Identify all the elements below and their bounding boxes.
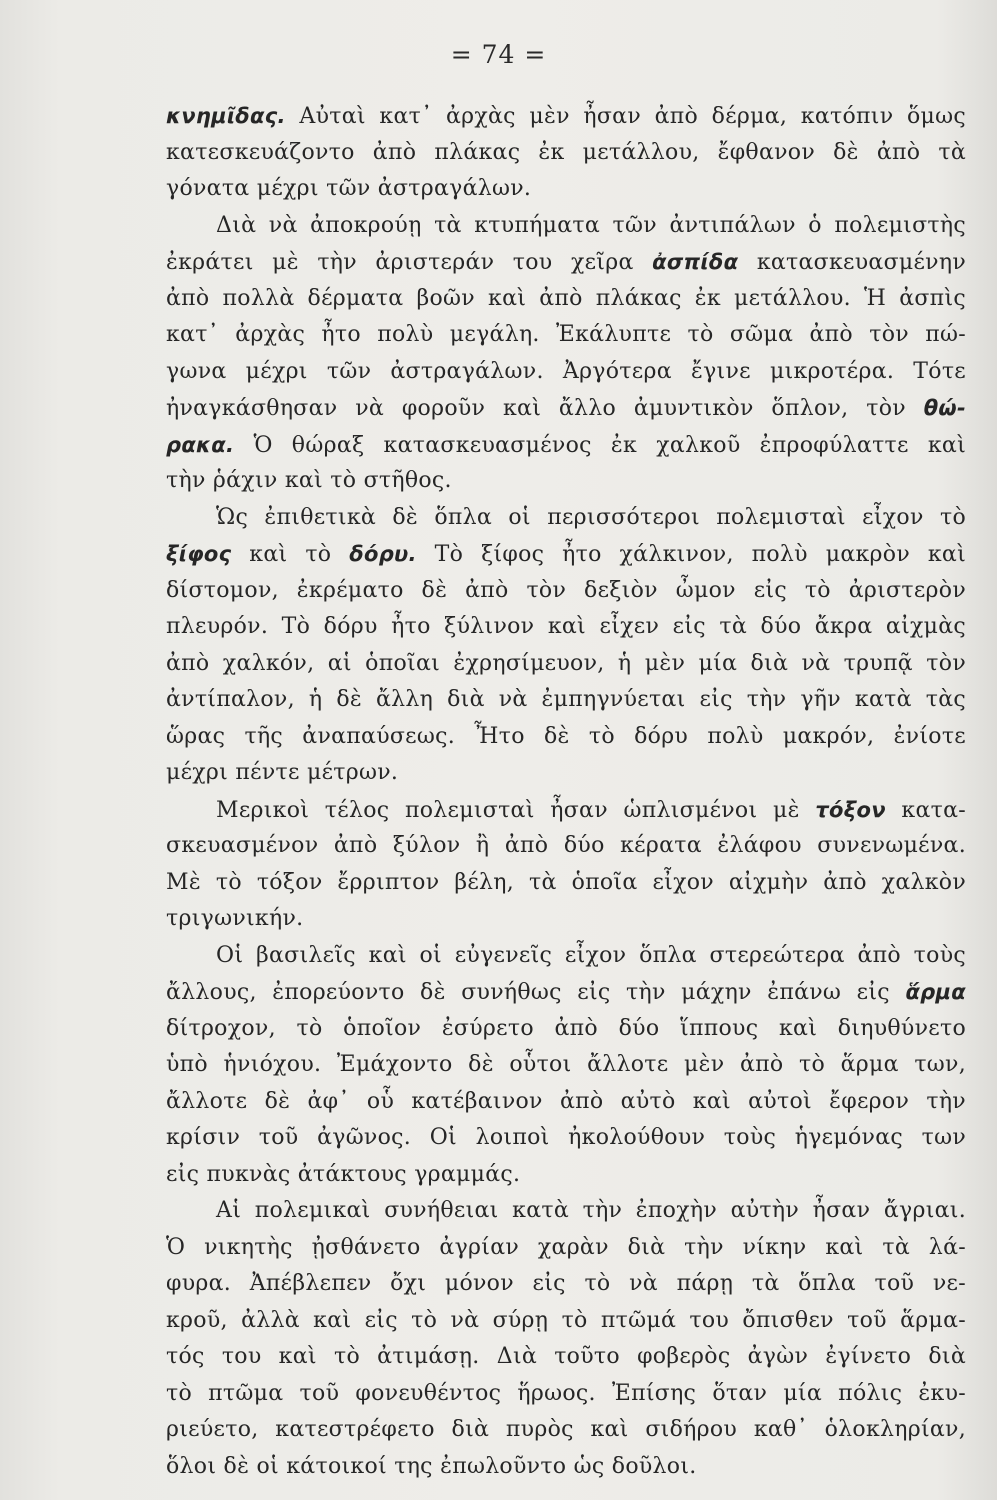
text-line: σκευασμένον ἀπὸ ξύλον ἢ ἀπὸ δύο κέρατα ἐλάφου συνενωμένα. bbox=[166, 833, 966, 858]
text-line: ριεύετο, κατεστρέφετο διὰ πυρὸς καὶ σιδήρου καθ᾽ ὁλοκληρίαν, bbox=[166, 1417, 966, 1442]
key-term: ἅρμα bbox=[905, 980, 966, 1004]
text-line: ἀπὸ πολλὰ δέρματα βοῶν καὶ ἀπὸ πλάκας ἐκ μετάλλου. Ἡ ἀσπὶς bbox=[166, 285, 966, 311]
text-line: δίτροχον, τὸ ὁποῖον ἐσύρετο ἀπὸ δύο ἵππους καὶ διηυθύνετο bbox=[166, 1015, 966, 1041]
text-line: Οἱ βασιλεῖς καὶ οἱ εὐγενεῖς εἶχον ὅπλα στερεώτερα ἀπὸ τοὺς bbox=[216, 942, 966, 968]
text-line: κνημῖδας. Αὐταὶ κατ᾽ ἀρχὰς μὲν ἦσαν ἀπὸ δέρμα, κατόπιν ὅμως bbox=[166, 104, 966, 129]
key-term: ρακα. bbox=[166, 432, 235, 457]
key-term: κνημῖδας. bbox=[166, 104, 286, 128]
text-line: πλευρόν. Τὸ δόρυ ἦτο ξύλινον καὶ εἶχεν εἰς τὰ δύο ἄκρα αἰχμὰς bbox=[166, 614, 966, 639]
page-number: = 74 = bbox=[450, 40, 547, 69]
text-line: ἐκράτει μὲ τὴν ἀριστεράν του χεῖρα ἀσπίδα κατασκευασμένην bbox=[166, 250, 966, 275]
text-line: τριγωνικήν. bbox=[166, 906, 304, 931]
text-line: Αἱ πολεμικαὶ συνήθειαι κατὰ τὴν ἐποχὴν αὐτὴν ἦσαν ἄγριαι. bbox=[216, 1198, 966, 1223]
text-line: ἀπὸ χαλκόν, αἱ ὁποῖαι ἐχρησίμευον, ἡ μὲν μία διὰ νὰ τρυπᾷ τὸν bbox=[166, 650, 966, 676]
text-line: κατ᾽ ἀρχὰς ἦτο πολὺ μεγάλη. Ἐκάλυπτε τὸ σῶμα ἀπὸ τὸν πώ- bbox=[166, 322, 966, 347]
text-line: ὑπὸ ἡνιόχου. Ἐμάχοντο δὲ οὗτοι ἄλλοτε μὲν ἀπὸ τὸ ἅρμα των, bbox=[166, 1052, 966, 1077]
text-line: γωνα μέχρι τῶν ἀστραγάλων. Ἀργότερα ἔγινε μικροτέρα. Τότε bbox=[166, 358, 966, 384]
text-line: τός του καὶ τὸ ἀτιμάσῃ. Διὰ τοῦτο φοβερὸς ἀγὼν ἐγίνετο διὰ bbox=[166, 1344, 966, 1369]
key-term: θώ- bbox=[923, 396, 966, 420]
text-line: γόνατα μέχρι τῶν ἀστραγάλων. bbox=[166, 176, 532, 201]
text-line: εἰς πυκνὰς ἀτάκτους γραμμάς. bbox=[166, 1161, 521, 1187]
key-term: δόρυ. bbox=[349, 542, 417, 566]
text-line: κατεσκευάζοντο ἀπὸ πλάκας ἐκ μετάλλου, ἔφθανον δὲ ἀπὸ τὰ bbox=[166, 139, 966, 165]
text-line: Διὰ νὰ ἀποκρούῃ τὰ κτυπήματα τῶν ἀντιπάλων ὁ πολεμιστὴς bbox=[216, 212, 966, 238]
text-line: τὸ πτῶμα τοῦ φονευθέντος ἥρωος. Ἐπίσης ὅταν μία πόλις ἐκυ- bbox=[166, 1380, 966, 1406]
text-line: ἄλλους, ἐπορεύοντο δὲ συνήθως εἰς τὴν μάχην ἐπάνω εἰς ἅρμα bbox=[166, 980, 966, 1005]
text-line: ἀντίπαλον, ἡ δὲ ἄλλη διὰ νὰ ἐμπηγνύεται εἰς τὴν γῆν κατὰ τὰς bbox=[166, 687, 966, 712]
text-line: Μὲ τὸ τόξον ἔρριπτον βέλη, τὰ ὁποῖα εἶχον αἰχμὴν ἀπὸ χαλκὸν bbox=[166, 869, 966, 895]
text-line: ἄλλοτε δὲ ἀφ᾽ οὗ κατέβαινον ἀπὸ αὐτὸ καὶ αὐτοὶ ἔφερον τὴν bbox=[166, 1088, 966, 1114]
text-line: ἠναγκάσθησαν νὰ φοροῦν καὶ ἄλλο ἀμυντικὸν ὅπλον, τὸν θώ- bbox=[166, 396, 966, 421]
body-text bbox=[166, 98, 966, 1485]
text-line: μέχρι πέντε μέτρων. bbox=[166, 760, 399, 785]
text-line: δίστομον, ἐκρέματο δὲ ἀπὸ τὸν δεξιὸν ὦμον εἰς τὸ ἀριστερὸν bbox=[166, 577, 966, 603]
text-line: ξίφος καὶ τὸ δόρυ. Τὸ ξίφος ἦτο χάλκινον, πολὺ μακρὸν καὶ bbox=[166, 542, 966, 567]
text-line: κρίσιν τοῦ ἀγῶνος. Οἱ λοιποὶ ἠκολούθουν τοὺς ἡγεμόνας των bbox=[166, 1125, 966, 1150]
key-term: τόξον bbox=[815, 797, 886, 822]
key-term: ἀσπίδα bbox=[652, 250, 739, 274]
key-term: ξίφος bbox=[166, 542, 232, 566]
text-line: ὥρας τῆς ἀναπαύσεως. Ἦτο δὲ τὸ δόρυ πολὺ μακρόν, ἐνίοτε bbox=[166, 723, 966, 749]
text-line: φυρα. Ἀπέβλεπεν ὄχι μόνον εἰς τὸ νὰ πάρῃ τὰ ὅπλα τοῦ νε- bbox=[166, 1271, 966, 1296]
text-line: Ὁ νικητὴς ᾐσθάνετο ἀγρίαν χαρὰν διὰ τὴν νίκην καὶ τὰ λά- bbox=[166, 1234, 966, 1260]
text-line: Ὡς ἐπιθετικὰ δὲ ὅπλα οἱ περισσότεροι πολεμισταὶ εἶχον τὸ bbox=[216, 504, 966, 530]
text-line: ὅλοι δὲ οἱ κάτοικοί της ἐπωλοῦντο ὡς δοῦλοι. bbox=[166, 1453, 697, 1479]
text-line: κροῦ, ἀλλὰ καὶ εἰς τὸ νὰ σύρῃ τὸ πτῶμά του ὄπισθεν τοῦ ἅρμα- bbox=[166, 1307, 966, 1333]
text-line: Μερικοὶ τέλος πολεμισταὶ ἦσαν ὡπλισμένοι μὲ τόξον κατα- bbox=[216, 797, 966, 823]
text-line: ρακα. Ὁ θώραξ κατασκευασμένος ἐκ χαλκοῦ ἐπροφύλαττε καὶ bbox=[166, 432, 966, 458]
text-line: τὴν ῥάχιν καὶ τὸ στῆθος. bbox=[166, 468, 452, 493]
